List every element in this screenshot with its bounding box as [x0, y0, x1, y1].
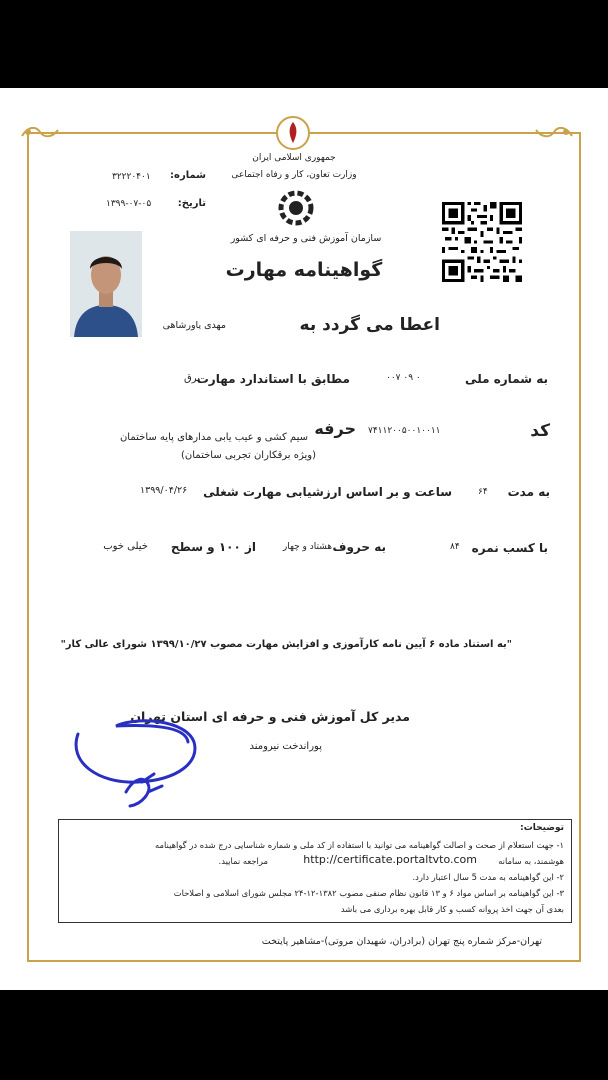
score-label: با کسب نمره [471, 541, 548, 555]
signatory-name: پوراندخت نیرومند [249, 741, 322, 752]
duration-label: به مدت [507, 485, 550, 499]
score-of-label: از ۱۰۰ و سطح [170, 540, 256, 554]
holder-photo [70, 231, 142, 337]
notes-line-2b: مراجعه نمایید. [218, 856, 268, 866]
duration-text: ساعت و بر اساس ارزشیابی مهارت شغلی [203, 485, 452, 499]
ministry-name: وزارت تعاون، کار و رفاه اجتماعی [231, 170, 357, 180]
date-value: ۱۳۹۹-۰۷-۰۵ [106, 199, 152, 209]
score-value: ۸۴ [450, 542, 460, 552]
notes-line-3: ۲- این گواهینامه به مدت 5 سال اعتبار دارد. [412, 872, 564, 882]
code-label: کد [530, 421, 550, 441]
notes-line-4: ۳- این گواهینامه بر اساس مواد ۶ و ۱۳ قانون نظام صنفی مصوب ۱۳۸۲-۱۲-۲۴ مجلس شورای اسلامی و اصلاحات [173, 888, 564, 898]
person-photo-icon [70, 231, 142, 337]
certificate-url-link[interactable]: http://certificate.portaltvto.com [303, 853, 477, 866]
score-words: هشتاد و چهار [282, 542, 332, 552]
organization-name: سازمان آموزش فنی و حرفه ای کشور [230, 233, 382, 244]
holder-name: مهدی یاورشاهی [162, 320, 226, 331]
corner-ornament-right-icon [534, 124, 574, 146]
signatory-title: مدیر کل آموزش فنی و حرفه ای استان تهران [130, 709, 410, 724]
corner-ornament-left-icon [20, 124, 60, 146]
score-level: خیلی خوب [103, 541, 148, 552]
notes-line-2a: هوشمند، به سامانه [498, 856, 564, 866]
standard-label: مطابق با استاندارد مهارت [196, 372, 350, 386]
date-label: تاریخ: [177, 198, 206, 209]
code-value: ۷۴۱۱۲۰۰۵۰۰۱۰۰۱۱ [368, 426, 441, 436]
awarded-label: اعطا می گردد به [299, 315, 440, 335]
certificate-title: گواهینامه مهارت [225, 259, 383, 281]
iran-emblem-icon [276, 115, 310, 151]
score-words-label: به حروف [332, 540, 386, 554]
tvto-logo-icon [276, 188, 316, 228]
national-id-value: ۰۰۷ ۰۹ ۰ [386, 373, 421, 383]
qr-code-icon [442, 202, 522, 282]
number-label: شماره: [170, 170, 206, 181]
trade-label: حرفه [314, 419, 356, 438]
footer-address: تهران-مرکز شماره پنج تهران (برادران، شهیدان مروتی)-مشاهیر پایتخت [261, 936, 542, 947]
notes-line-1: ۱- جهت استعلام از صحت و اصالت گواهینامه می توانید با استفاده از کد ملی و شماره شناسایی درج شده در گواهینامه [155, 840, 564, 850]
standard-value: برق [183, 373, 200, 384]
certificate-paper [0, 88, 608, 990]
country-name: جمهوری اسلامی ایران [252, 153, 336, 163]
notes-line-5: بعدی آن جهت اخذ پروانه کسب و کار قابل بهره برداری می باشد [340, 904, 564, 914]
handwritten-signature-icon [68, 712, 218, 812]
regulation-text: "به استناد ماده ۶ آیین نامه کارآموزی و افزایش مهارت مصوب ۱۳۹۹/۱۰/۲۷ شورای عالی کار" [60, 639, 512, 650]
national-id-label: به شماره ملی [465, 372, 548, 386]
trade-note: (ویژه برقکاران تجربی ساختمان) [181, 450, 316, 461]
notes-heading: توضیحات: [520, 823, 564, 833]
trade-value: سیم کشی و عیب یابی مدارهای پایه ساختمان [119, 432, 308, 443]
exam-date: ۱۳۹۹/۰۴/۲۶ [140, 485, 188, 496]
number-value: ۳۲۲۲۰۴۰۱ [112, 172, 151, 182]
duration-value: ۶۴ [478, 487, 488, 497]
